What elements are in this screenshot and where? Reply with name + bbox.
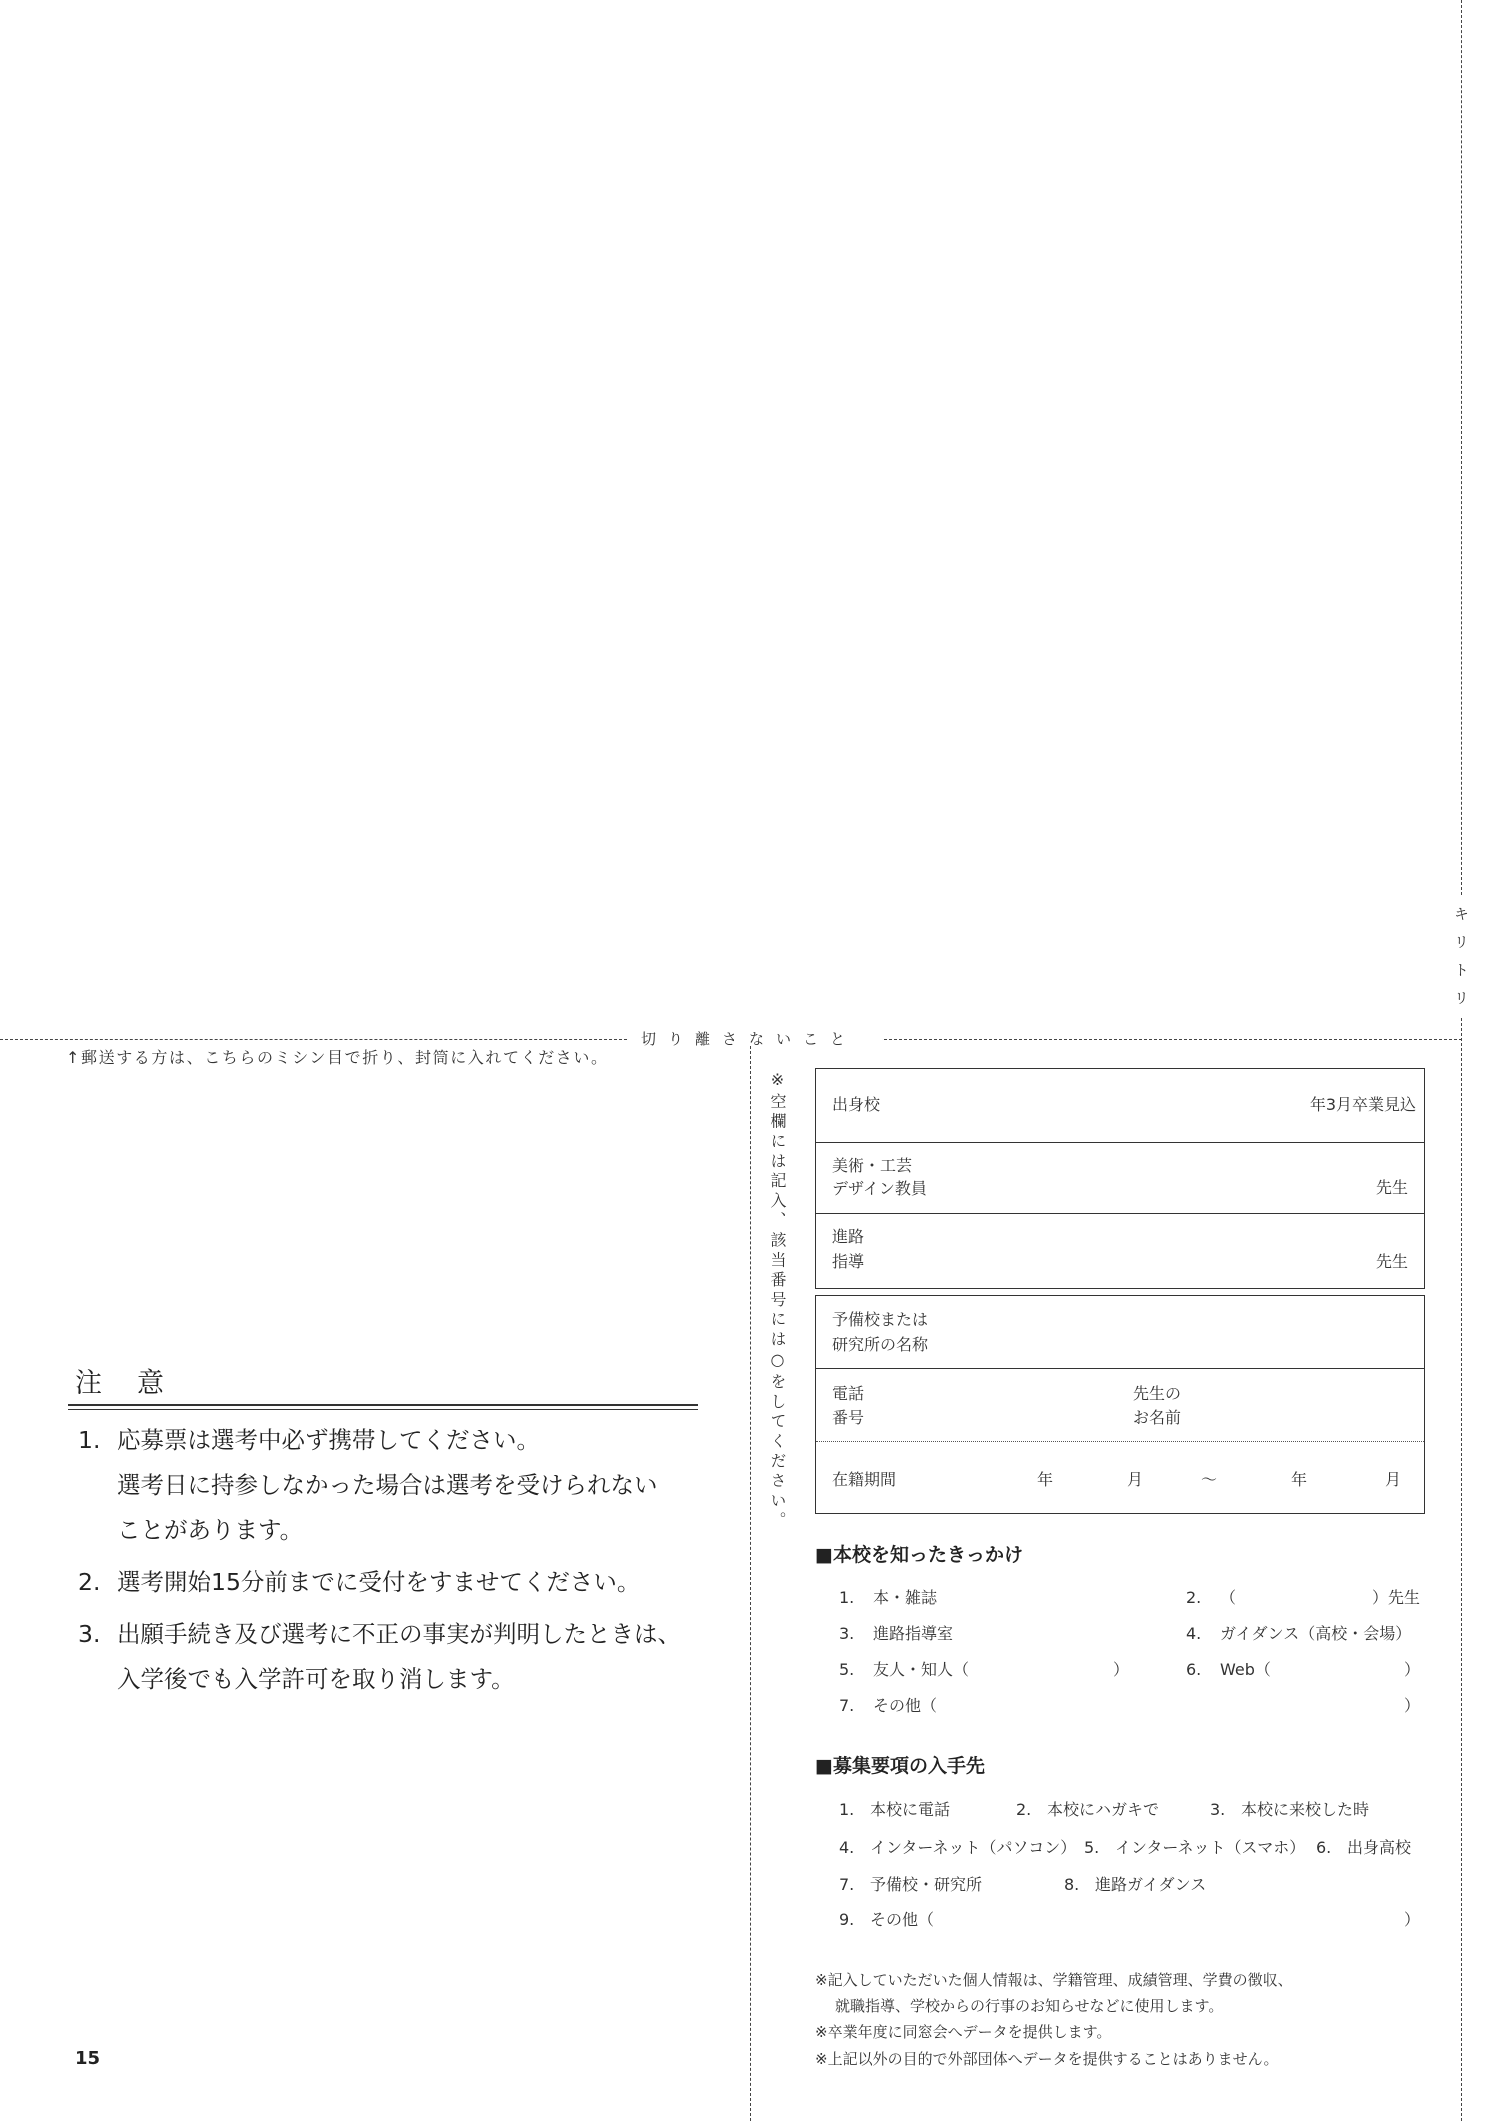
phone-label-line2: 番号 — [832, 1408, 865, 1427]
option-label: Web（ — [1220, 1660, 1271, 1679]
discovery-option — [839, 1586, 937, 1610]
form-instruction-vertical: ※空欄には記入、該当番号には○をしてください。 — [768, 1070, 787, 1532]
discovery-heading: ■本校を知ったきっかけ — [815, 1544, 1023, 1566]
art-teacher-suffix: 先生 — [1375, 1178, 1408, 1197]
cut-line-horizontal-left — [0, 1039, 627, 1040]
option-number: 7. — [839, 1696, 855, 1715]
option-label: 本校にハガキで — [1047, 1800, 1160, 1819]
option-label: 進路指導室 — [873, 1624, 954, 1643]
option-label: 本校に来校した時 — [1241, 1800, 1370, 1819]
privacy-footnote-continued: 就職指導、学校からの行事のお知らせなどに使用します。 — [835, 1997, 1224, 2015]
period-start-year-unit: 年 — [1037, 1470, 1054, 1489]
prep-school-label-line1: 予備校または — [832, 1310, 929, 1329]
prep-school-label-line2: 研究所の名称 — [832, 1335, 929, 1354]
option-label: その他（ — [870, 1910, 935, 1929]
notice-item-line: ことがあります。 — [117, 1516, 304, 1544]
brochure-option — [839, 1836, 1076, 1860]
option-number: 3. — [1210, 1800, 1226, 1819]
notice-double-rule — [68, 1404, 698, 1410]
notice-item-number: 2. — [78, 1568, 101, 1596]
brochure-option — [1210, 1798, 1369, 1822]
option-label: 本校に電話 — [870, 1800, 951, 1819]
option-label-close: ） — [1112, 1660, 1129, 1679]
option-label-close: ） — [1403, 1910, 1420, 1929]
notice-item-number: 1. — [78, 1426, 101, 1454]
option-number: 7. — [839, 1875, 855, 1894]
option-number: 2. — [1186, 1588, 1202, 1607]
form-box-prep-school — [815, 1295, 1425, 1514]
option-label: （ — [1220, 1588, 1237, 1607]
period-end-year-unit: 年 — [1291, 1470, 1308, 1489]
option-label-close: ） — [1403, 1660, 1420, 1679]
cut-line-vertical-right-lower — [1461, 1018, 1462, 2121]
school-graduation-suffix: 年3月卒業見込 — [1309, 1095, 1416, 1114]
period-label: 在籍期間 — [832, 1470, 897, 1489]
privacy-footnote: ※記入していただいた個人情報は、学籍管理、成績管理、学費の徴収、 — [815, 1971, 1293, 1989]
notice-item-line: 選考日に持参しなかった場合は選考を受けられない — [117, 1471, 658, 1499]
option-number: 2. — [1016, 1800, 1032, 1819]
option-label: 出身高校 — [1347, 1838, 1412, 1857]
form-row-phone — [816, 1369, 1424, 1442]
form-box-teachers — [815, 1068, 1425, 1289]
art-teacher-label-line1: 美術・工芸 — [832, 1156, 913, 1175]
option-label-close: ） — [1403, 1696, 1420, 1715]
period-end-month-unit: 月 — [1385, 1470, 1402, 1489]
form-row-prep-school — [816, 1296, 1424, 1369]
option-number: 8. — [1064, 1875, 1080, 1894]
option-label: インターネット（パソコン） — [870, 1838, 1077, 1857]
notice-item-line: 選考開始15分前までに受付をすませてください。 — [117, 1568, 641, 1596]
alumni-data-footnote: ※卒業年度に同窓会へデータを提供します。 — [815, 2023, 1112, 2041]
brochure-option — [1064, 1873, 1206, 1897]
page-number: 15 — [75, 2048, 101, 2069]
discovery-option — [1186, 1658, 1420, 1682]
discovery-option — [1186, 1622, 1411, 1646]
career-teacher-label-line2: 指導 — [832, 1252, 865, 1271]
brochure-option — [1016, 1798, 1159, 1822]
career-teacher-label — [832, 1224, 864, 1274]
discovery-option — [1186, 1586, 1420, 1610]
option-label: その他（ — [873, 1696, 938, 1715]
brochure-option — [839, 1873, 982, 1897]
option-number: 3. — [839, 1624, 855, 1643]
teacher-name-label-line1: 先生の — [1133, 1384, 1182, 1403]
option-number: 4. — [1186, 1624, 1202, 1643]
brochure-option — [1084, 1836, 1305, 1860]
form-row-school — [816, 1069, 1424, 1143]
kiritori-label: キリトリ — [1452, 906, 1470, 1018]
phone-label-line1: 電話 — [832, 1384, 865, 1403]
option-label-close: ）先生 — [1371, 1588, 1420, 1607]
brochure-source-heading: ■募集要項の入手先 — [815, 1755, 985, 1777]
option-number: 1. — [839, 1800, 855, 1819]
option-number: 9. — [839, 1910, 855, 1929]
option-label: インターネット（スマホ） — [1115, 1838, 1306, 1857]
art-teacher-label-line2: デザイン教員 — [832, 1179, 927, 1198]
career-teacher-label-line1: 進路 — [832, 1227, 865, 1246]
form-row-career-teacher — [816, 1214, 1424, 1287]
option-number: 6. — [1316, 1838, 1332, 1857]
notice-item-number: 3. — [78, 1620, 101, 1648]
period-range-tilde: 〜 — [1201, 1470, 1218, 1489]
notice-item — [78, 1418, 718, 1553]
prep-school-label — [832, 1307, 928, 1357]
notice-item-text — [117, 1612, 681, 1702]
option-label: 予備校・研究所 — [870, 1875, 983, 1894]
option-number: 1. — [839, 1588, 855, 1607]
fold-note: ↑郵送する方は、こちらのミシン目で折り、封筒に入れてください。 — [66, 1048, 609, 1067]
brochure-option — [839, 1908, 1420, 1932]
fold-line-vertical-middle — [750, 1046, 751, 2121]
third-party-data-footnote: ※上記以外の目的で外部団体へデータを提供することはありません。 — [815, 2050, 1279, 2068]
discovery-option — [839, 1622, 953, 1646]
teacher-name-label — [1133, 1382, 1181, 1430]
discovery-option — [839, 1658, 1129, 1682]
form-row-enrollment-period — [816, 1442, 1424, 1512]
notice-item-text — [117, 1418, 658, 1553]
cut-line-vertical-right-upper — [1461, 0, 1462, 895]
notice-item-line: 応募票は選考中必ず携帯してください。 — [117, 1426, 540, 1454]
brochure-option — [839, 1798, 950, 1822]
option-label: ガイダンス（高校・会場） — [1220, 1624, 1412, 1643]
school-label: 出身校 — [832, 1095, 881, 1114]
career-teacher-suffix: 先生 — [1375, 1252, 1408, 1271]
notice-item-text — [117, 1560, 640, 1605]
option-label: 友人・知人（ — [873, 1660, 970, 1679]
notice-heading: 注 意 — [75, 1368, 168, 1399]
notice-item — [78, 1612, 718, 1702]
notice-item — [78, 1560, 718, 1605]
option-number: 4. — [839, 1838, 855, 1857]
period-start-month-unit: 月 — [1127, 1470, 1144, 1489]
option-label: 本・雑誌 — [873, 1588, 938, 1607]
discovery-option — [839, 1694, 1420, 1718]
art-teacher-label — [832, 1154, 927, 1200]
notice-item-line: 出願手続き及び選考に不正の事実が判明したときは、 — [117, 1620, 681, 1648]
cut-line-horizontal-right — [884, 1039, 1462, 1040]
teacher-name-label-line2: お名前 — [1133, 1408, 1182, 1427]
do-not-detach-label: 切り離さないこと — [641, 1030, 858, 1048]
option-number: 5. — [839, 1660, 855, 1679]
option-label: 進路ガイダンス — [1095, 1875, 1207, 1894]
notice-list — [78, 1418, 718, 1709]
phone-label — [832, 1382, 864, 1430]
brochure-option — [1316, 1836, 1411, 1860]
form-row-art-teacher — [816, 1143, 1424, 1214]
option-number: 6. — [1186, 1660, 1202, 1679]
option-number: 5. — [1084, 1838, 1100, 1857]
notice-item-line: 入学後でも入学許可を取り消します。 — [117, 1665, 515, 1693]
